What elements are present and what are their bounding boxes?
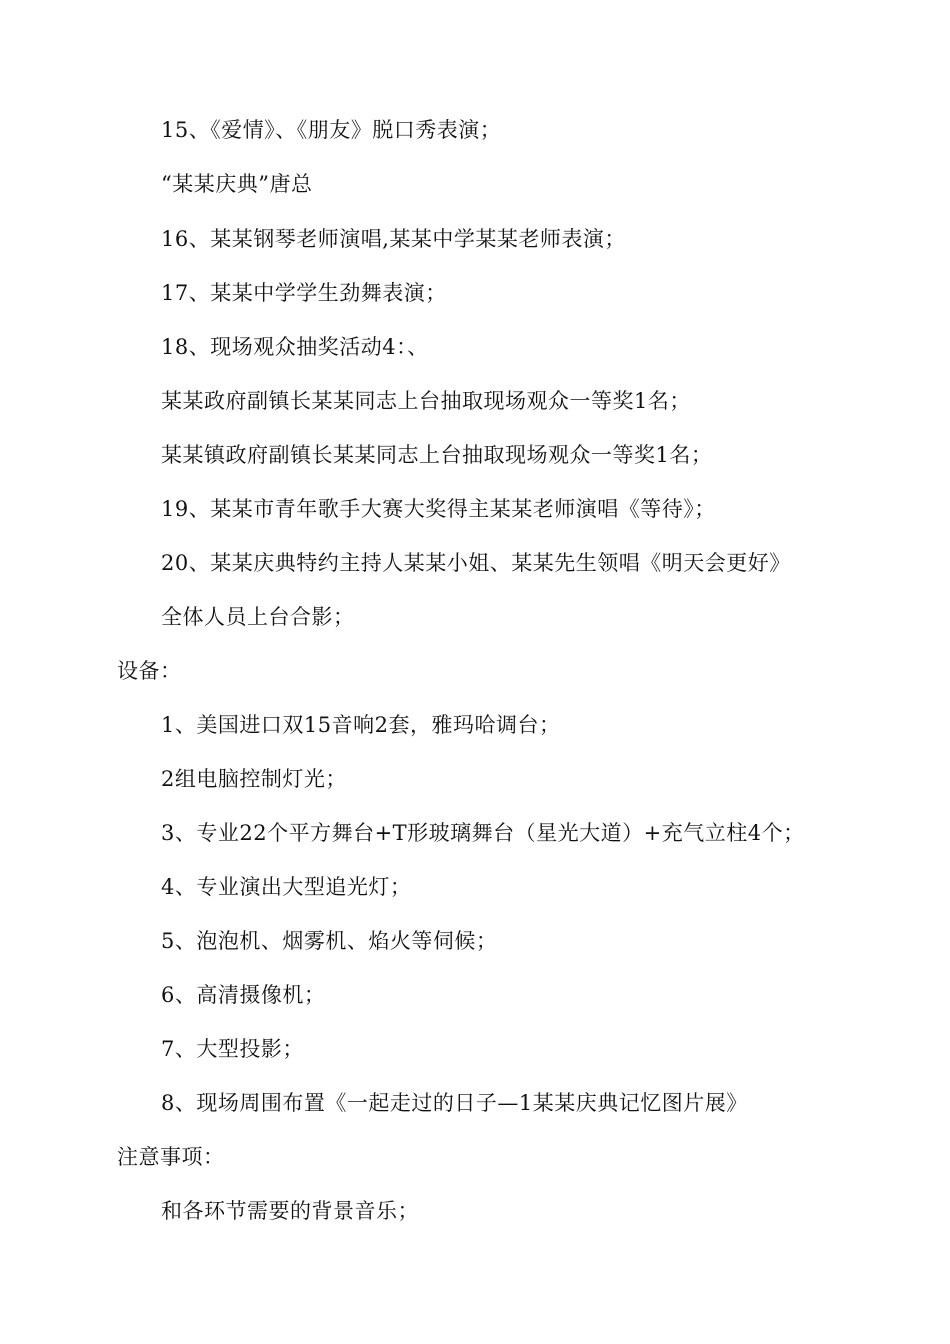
equipment-item-6: 6、高清摄像机； (161, 983, 326, 1007)
equipment-item-2: 2组电脑控制灯光； (161, 767, 347, 791)
notes-item-1: 和各环节需要的背景音乐； (161, 1199, 419, 1223)
program-item-19: 19、某某市青年歌手大赛大奖得主某某老师演唱《等待》； (161, 497, 716, 521)
program-item-15: 15、《爱情》、《朋友》脱口秀表演； (161, 118, 502, 142)
equipment-item-3: 3、专业22个平方舞台+T形玻璃舞台（星光大道）+充气立柱4个； (161, 821, 805, 845)
equipment-item-8: 8、现场周围布置《一起走过的日子—1某某庆典记忆图片展》 (161, 1091, 748, 1115)
program-item-17: 17、某某中学学生劲舞表演； (161, 281, 447, 305)
equipment-item-1: 1、美国进口双15音响2套，雅玛哈调台； (161, 713, 561, 737)
equipment-item-4: 4、专业演出大型追光灯； (161, 875, 412, 899)
program-item-18: 18、现场观众抽奖活动4：、 (161, 335, 429, 359)
lottery-line-2: 某某镇政府副镇长某某同志上台抽取现场观众一等奖1名； (161, 443, 713, 467)
group-photo-line: 全体人员上台合影； (161, 605, 355, 629)
equipment-heading: 设备： (117, 659, 182, 683)
notes-heading: 注意事项： (117, 1145, 225, 1169)
equipment-item-7: 7、大型投影； (161, 1037, 304, 1061)
lottery-line-1: 某某政府副镇长某某同志上台抽取现场观众一等奖1名； (161, 389, 691, 413)
program-item-16: 16、某某钢琴老师演唱,某某中学某某老师表演； (161, 227, 626, 251)
host-line: “某某庆典”唐总 (161, 172, 313, 196)
equipment-item-5: 5、泡泡机、烟雾机、焰火等伺候； (161, 929, 498, 953)
program-item-20: 20、某某庆典特约主持人某某小姐、某某先生领唱《明天会更好》 (161, 551, 791, 575)
